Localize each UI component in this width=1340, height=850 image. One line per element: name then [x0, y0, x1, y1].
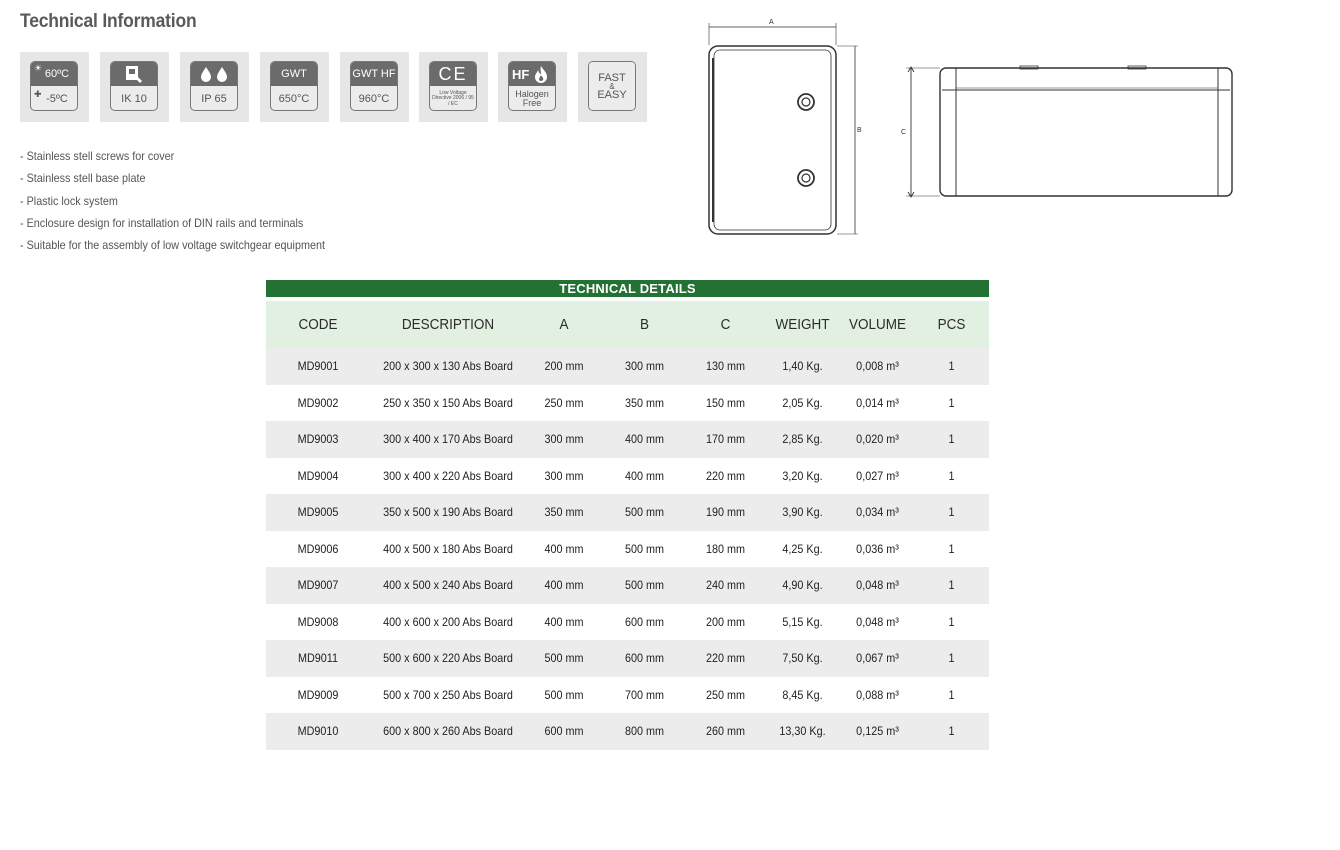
table-row [266, 604, 989, 641]
feature-item: - Stainless stell screws for cover [20, 149, 175, 163]
cell-weight: 4,25 Kg. [782, 541, 823, 556]
ip-rating-badge [180, 52, 249, 122]
cell-dim-a: 400 mm [544, 541, 584, 556]
cell-code: MD9004 [297, 468, 339, 483]
cell-weight: 4,90 Kg. [782, 578, 823, 593]
column-header-volume: VOLUME [848, 316, 907, 333]
cell-dim-c: 130 mm [705, 359, 746, 374]
cell-volume: 0,027 m³ [856, 468, 899, 483]
cell-dim-c: 220 mm [705, 651, 746, 666]
ce-directive: Low Voltage Directive 2006 / 95 / EC [432, 89, 474, 107]
cell-volume: 0,008 m³ [856, 359, 899, 374]
column-header-pcs: PCS [937, 316, 966, 333]
ampersand-label: & [609, 81, 615, 91]
cell-weight: 2,05 Kg. [782, 395, 823, 410]
cell-pcs: 1 [948, 432, 955, 447]
table-row [266, 531, 989, 568]
fast-easy-badge [578, 52, 647, 122]
gwt-temperature: 650°C [278, 92, 310, 105]
column-header-code: CODE [298, 316, 338, 333]
gwt-badge [260, 52, 329, 122]
cell-code: MD9006 [297, 541, 339, 556]
cell-dim-b: 600 mm [624, 614, 665, 629]
ce-badge [419, 52, 488, 122]
table-row [266, 421, 989, 458]
cell-pcs: 1 [948, 651, 955, 666]
cell-weight: 1,40 Kg. [782, 359, 823, 374]
cell-pcs: 1 [948, 578, 955, 593]
cell-code: MD9009 [297, 687, 339, 702]
ip-rating: IP 65 [201, 92, 227, 105]
temperature-max: 60ºC [44, 68, 70, 80]
column-header-b: B [639, 316, 649, 333]
table-title: TECHNICAL DETAILS [266, 280, 989, 297]
cell-dim-c: 170 mm [705, 432, 746, 447]
halogen-free-text: Halogen Free [515, 89, 549, 108]
impact-hammer-icon [123, 64, 145, 84]
cell-dim-a: 400 mm [544, 614, 584, 629]
cell-volume: 0,020 m³ [856, 432, 899, 447]
column-header-weight: WEIGHT [775, 316, 830, 333]
cell-weight: 13,30 Kg. [779, 724, 826, 739]
cell-dim-b: 400 mm [624, 468, 665, 483]
table-row [266, 567, 989, 604]
cell-volume: 0,125 m³ [856, 724, 899, 739]
gwt-label: GWT [271, 62, 317, 86]
cell-dim-a: 300 mm [544, 432, 584, 447]
cell-dim-c: 260 mm [705, 724, 746, 739]
cell-pcs: 1 [948, 505, 955, 520]
table-header-row [266, 301, 989, 348]
front-view [709, 23, 858, 234]
cell-dim-a: 600 mm [544, 724, 584, 739]
cell-volume: 0,048 m³ [856, 614, 899, 629]
cell-code: MD9007 [297, 578, 339, 593]
column-header-description: DESCRIPTION [401, 316, 495, 333]
cell-description: 250 x 350 x 150 Abs Board [383, 395, 513, 410]
cell-weight: 8,45 Kg. [782, 687, 823, 702]
table-row [266, 348, 989, 385]
cell-dim-a: 300 mm [544, 468, 584, 483]
cell-dim-c: 220 mm [705, 468, 746, 483]
cell-dim-c: 190 mm [705, 505, 746, 520]
cell-dim-b: 600 mm [624, 651, 665, 666]
cell-code: MD9008 [297, 614, 339, 629]
cell-weight: 5,15 Kg. [782, 614, 823, 629]
cell-description: 400 x 500 x 240 Abs Board [383, 578, 513, 593]
halogen-free-badge [498, 52, 567, 122]
temperature-min: -5ºC [46, 92, 68, 105]
feature-item: - Plastic lock system [20, 193, 118, 208]
table-row [266, 713, 989, 750]
cell-dim-b: 500 mm [624, 505, 665, 520]
table-row [266, 458, 989, 495]
cell-dim-a: 500 mm [544, 687, 584, 702]
dimension-label-b: B [857, 127, 862, 134]
cell-volume: 0,067 m³ [856, 651, 899, 666]
cell-pcs: 1 [948, 359, 955, 374]
cell-description: 600 x 800 x 260 Abs Board [383, 724, 513, 739]
cell-description: 350 x 500 x 190 Abs Board [383, 505, 513, 520]
column-header-a: A [559, 316, 569, 333]
gwt-hf-badge [340, 52, 409, 122]
cell-dim-a: 500 mm [544, 651, 584, 666]
cell-code: MD9010 [297, 724, 339, 739]
cell-weight: 3,90 Kg. [782, 505, 823, 520]
table-row [266, 385, 989, 422]
feature-list [20, 149, 325, 260]
hf-label: HF [512, 66, 530, 82]
gwt-hf-temperature: 960°C [358, 92, 390, 105]
flame-icon [531, 64, 551, 84]
ce-mark-icon: CE [430, 62, 476, 86]
cell-dim-c: 150 mm [705, 395, 746, 410]
cell-pcs: 1 [948, 395, 955, 410]
cell-dim-b: 500 mm [624, 578, 665, 593]
side-view [906, 66, 1232, 197]
dimension-label-c: C [901, 129, 907, 136]
cell-weight: 2,85 Kg. [782, 432, 823, 447]
dimension-label-a: A [769, 19, 774, 26]
cell-description: 400 x 600 x 200 Abs Board [383, 614, 513, 629]
feature-item: - Stainless stell base plate [20, 171, 146, 186]
temperature-badge [20, 52, 89, 122]
cell-description: 200 x 300 x 130 Abs Board [383, 359, 513, 374]
table-row [266, 640, 989, 677]
table-body [266, 348, 989, 750]
cell-dim-a: 350 mm [544, 505, 584, 520]
cell-description: 500 x 600 x 220 Abs Board [383, 651, 513, 666]
sun-icon: ☀ [34, 63, 43, 73]
snowflake-icon: ✚ [34, 89, 42, 99]
cell-dim-c: 180 mm [705, 541, 746, 556]
cell-dim-c: 200 mm [705, 614, 746, 629]
cell-pcs: 1 [948, 468, 955, 483]
gwt-hf-label: GWT HF [351, 62, 397, 86]
cell-pcs: 1 [948, 541, 955, 556]
feature-item: - Enclosure design for installation of DIN rails and terminals [20, 215, 304, 230]
cell-description: 300 x 400 x 170 Abs Board [383, 432, 513, 447]
cell-volume: 0,036 m³ [856, 541, 899, 556]
cell-description: 400 x 500 x 180 Abs Board [383, 541, 513, 556]
cell-volume: 0,034 m³ [856, 505, 899, 520]
water-drops-icon [196, 64, 232, 84]
cell-pcs: 1 [948, 724, 955, 739]
cell-dim-a: 250 mm [544, 395, 584, 410]
table-row [266, 494, 989, 531]
enclosure-dimension-drawing [700, 10, 1240, 245]
cell-description: 300 x 400 x 220 Abs Board [383, 468, 513, 483]
cell-code: MD9001 [297, 359, 339, 374]
cell-code: MD9011 [297, 651, 339, 666]
cell-code: MD9005 [297, 505, 339, 520]
table-row [266, 677, 989, 714]
cell-dim-c: 250 mm [705, 687, 746, 702]
column-header-c: C [720, 316, 731, 333]
fast-label: FAST [598, 71, 626, 84]
impact-badge [100, 52, 169, 122]
cell-description: 500 x 700 x 250 Abs Board [383, 687, 513, 702]
impact-rating: IK 10 [121, 92, 147, 105]
cell-code: MD9003 [297, 432, 339, 447]
cell-volume: 0,048 m³ [856, 578, 899, 593]
page-title: Technical Information [20, 11, 197, 32]
cell-dim-b: 300 mm [624, 359, 665, 374]
cell-dim-b: 350 mm [624, 395, 665, 410]
cell-dim-b: 400 mm [624, 432, 665, 447]
technical-details-table [266, 280, 989, 750]
cell-dim-a: 400 mm [544, 578, 584, 593]
cell-pcs: 1 [948, 614, 955, 629]
cell-pcs: 1 [948, 687, 955, 702]
cell-dim-b: 800 mm [624, 724, 665, 739]
cell-weight: 3,20 Kg. [782, 468, 823, 483]
cell-dim-b: 500 mm [624, 541, 665, 556]
cell-dim-a: 200 mm [544, 359, 584, 374]
cell-volume: 0,088 m³ [856, 687, 899, 702]
cell-code: MD9002 [297, 395, 339, 410]
easy-label: EASY [597, 89, 627, 102]
cell-dim-b: 700 mm [624, 687, 665, 702]
feature-item: - Suitable for the assembly of low voltage switchgear equipment [20, 238, 325, 253]
cell-dim-c: 240 mm [705, 578, 746, 593]
cell-volume: 0,014 m³ [856, 395, 899, 410]
cell-weight: 7,50 Kg. [782, 651, 823, 666]
